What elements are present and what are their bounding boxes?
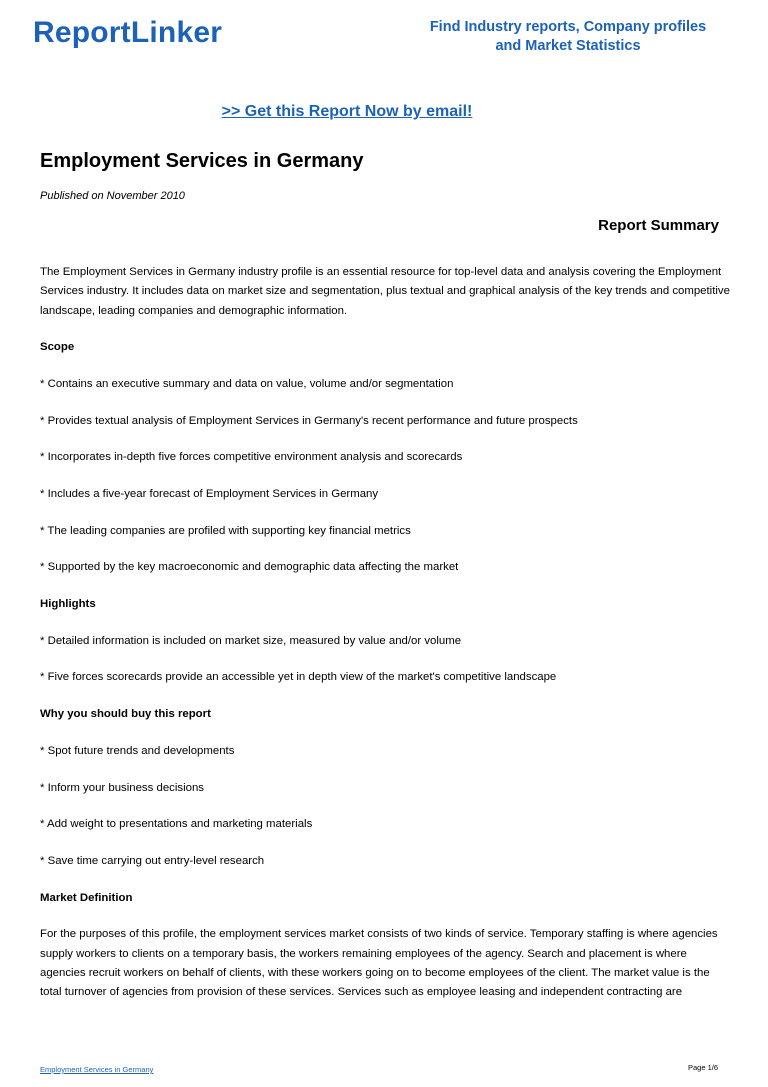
footer-report-link[interactable]: Employment Services in Germany [40, 1065, 154, 1074]
why-buy-item: * Add weight to presentations and marketing materials [40, 818, 313, 831]
scope-heading: Scope [40, 341, 75, 354]
report-summary-heading: Report Summary [598, 217, 719, 234]
tagline-line-2: and Market Statistics [495, 38, 641, 54]
get-report-link[interactable]: >> Get this Report Now by email! [221, 103, 473, 120]
why-buy-item: * Save time carrying out entry-level research [40, 854, 265, 867]
intro-paragraph: The Employment Services in Germany industry profile is an essential resource for top-level data and analysis covering the Employment Services industry. It includes data on market size and segmentation, plus textual and graphical analysis of the key trends and competitive landscape, leading companies and demographic information. [40, 266, 730, 317]
scope-item: * Incorporates in-depth five forces competitive environment analysis and scorecards [40, 451, 463, 464]
header-tagline [398, 18, 738, 56]
published-date: Published on November 2010 [40, 190, 185, 202]
highlights-item: * Five forces scorecards provide an accessible yet in depth view of the market's competitive landscape [40, 671, 557, 684]
why-buy-item: * Inform your business decisions [40, 781, 204, 794]
scope-item: * The leading companies are profiled with supporting key financial metrics [40, 524, 411, 537]
scope-item: * Provides textual analysis of Employment Services in Germany's recent performance and future prospects [40, 414, 578, 427]
scope-item: * Contains an executive summary and data on value, volume and/or segmentation [40, 377, 454, 390]
report-title: Employment Services in Germany [40, 150, 364, 172]
report-body [40, 263, 732, 1002]
tagline-line-1: Find Industry reports, Company profiles [429, 19, 707, 35]
highlights-heading: Highlights [40, 598, 96, 611]
why-buy-heading: Why you should buy this report [40, 708, 211, 721]
reportlinker-logo[interactable]: ReportLinker [33, 16, 223, 49]
page-number: Page 1/6 [687, 1063, 718, 1072]
scope-item: * Supported by the key macroeconomic and demographic data affecting the market [40, 561, 459, 574]
market-definition-paragraph: For the purposes of this profile, the employment services market consists of two kinds of service. Temporary staffing is where agencies supply workers to clients on a temporary basis, the workers remaining employees of the agency. Search and placement is where agencies recruit workers on behalf of clients, with these workers going on to become employees of the client. The market value is the total turnover of agencies from provision of these services. Services such as employee leasing and independent contracting are [40, 928, 718, 999]
market-definition-heading: Market Definition [40, 891, 133, 904]
scope-item: * Includes a five-year forecast of Employment Services in Germany [40, 488, 379, 501]
why-buy-item: * Spot future trends and developments [40, 744, 235, 757]
highlights-item: * Detailed information is included on market size, measured by value and/or volume [40, 634, 462, 647]
